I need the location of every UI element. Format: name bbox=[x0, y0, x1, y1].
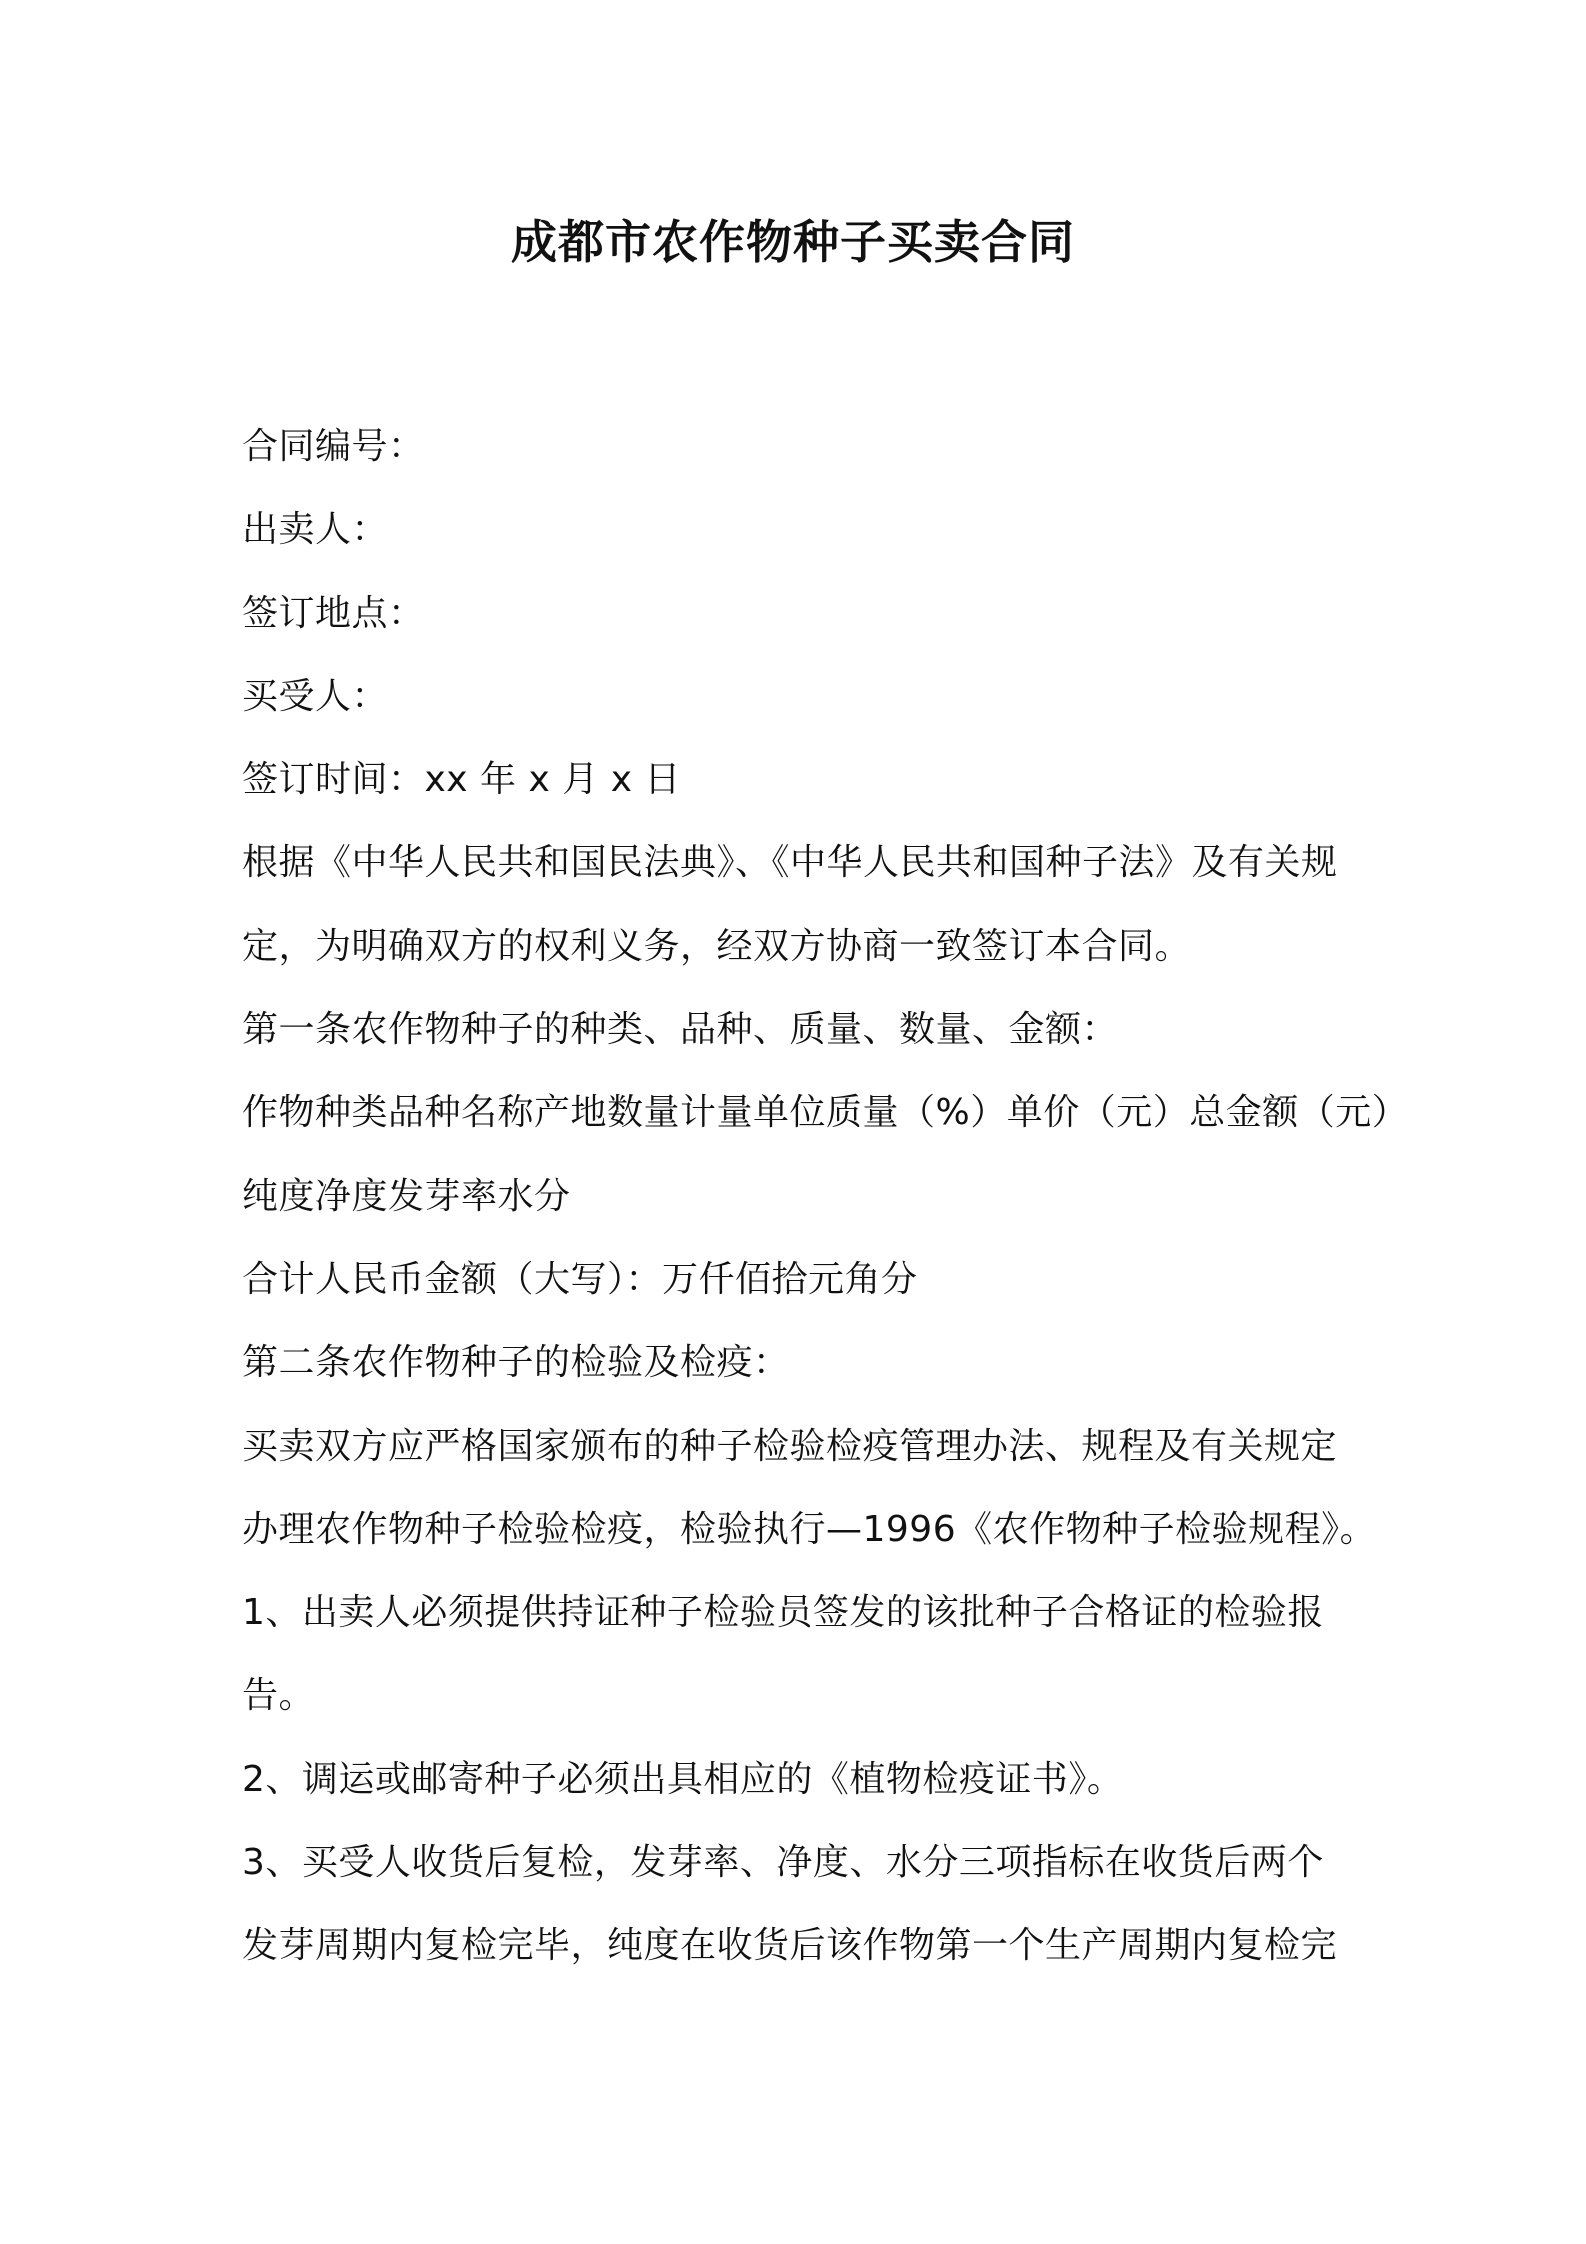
table-header-line: 作物种类品种名称产地数量计量单位质量（%）单价（元）总金额（元） bbox=[242, 1092, 1409, 1134]
clause-3-line: 3、买受人收货后复检，发芽率、净度、水分三项指标在收货后两个 bbox=[242, 1842, 1324, 1884]
preamble-line: 定，为明确双方的权利义务，经双方协商一致签订本合同。 bbox=[242, 925, 1192, 967]
total-amount-line: 合计人民币金额（大写）：万仟佰拾元角分 bbox=[242, 1258, 918, 1300]
clause-1-line: 1、出卖人必须提供持证种子检验员签发的该批种子合格证的检验报 bbox=[242, 1592, 1324, 1634]
article-2-heading: 第二条农作物种子的检验及检疫： bbox=[242, 1342, 790, 1384]
article-1-heading: 第一条农作物种子的种类、品种、质量、数量、金额： bbox=[242, 1009, 1119, 1051]
clause-1-line: 告。 bbox=[242, 1675, 316, 1717]
document-title: 成都市农作物种子买卖合同 bbox=[511, 215, 1075, 269]
preamble-line: 根据《中华人民共和国民法典》、《中华人民共和国种子法》及有关规 bbox=[242, 842, 1338, 884]
clause-2-line: 2、调运或邮寄种子必须出具相应的《植物检疫证书》。 bbox=[242, 1758, 1124, 1800]
contract-number-line: 合同编号： bbox=[242, 426, 425, 467]
signing-time-line: 签订时间：xx 年 x 月 x 日 bbox=[242, 759, 681, 801]
buyer-line: 买受人： bbox=[242, 675, 389, 717]
document-body bbox=[242, 405, 1409, 1988]
paragraph-line: 办理农作物种子检验检疫，检验执行—1996《农作物种子检验规程》。 bbox=[242, 1508, 1377, 1550]
paragraph-line: 买卖双方应严格国家颁布的种子检验检疫管理办法、规程及有关规定 bbox=[242, 1425, 1338, 1467]
signing-place-line: 签订地点： bbox=[242, 592, 425, 634]
clause-3-line: 发芽周期内复检完毕，纯度在收货后该作物第一个生产周期内复检完 bbox=[242, 1925, 1338, 1967]
quality-columns-line: 纯度净度发芽率水分 bbox=[242, 1175, 571, 1217]
seller-line: 出卖人： bbox=[242, 509, 389, 551]
